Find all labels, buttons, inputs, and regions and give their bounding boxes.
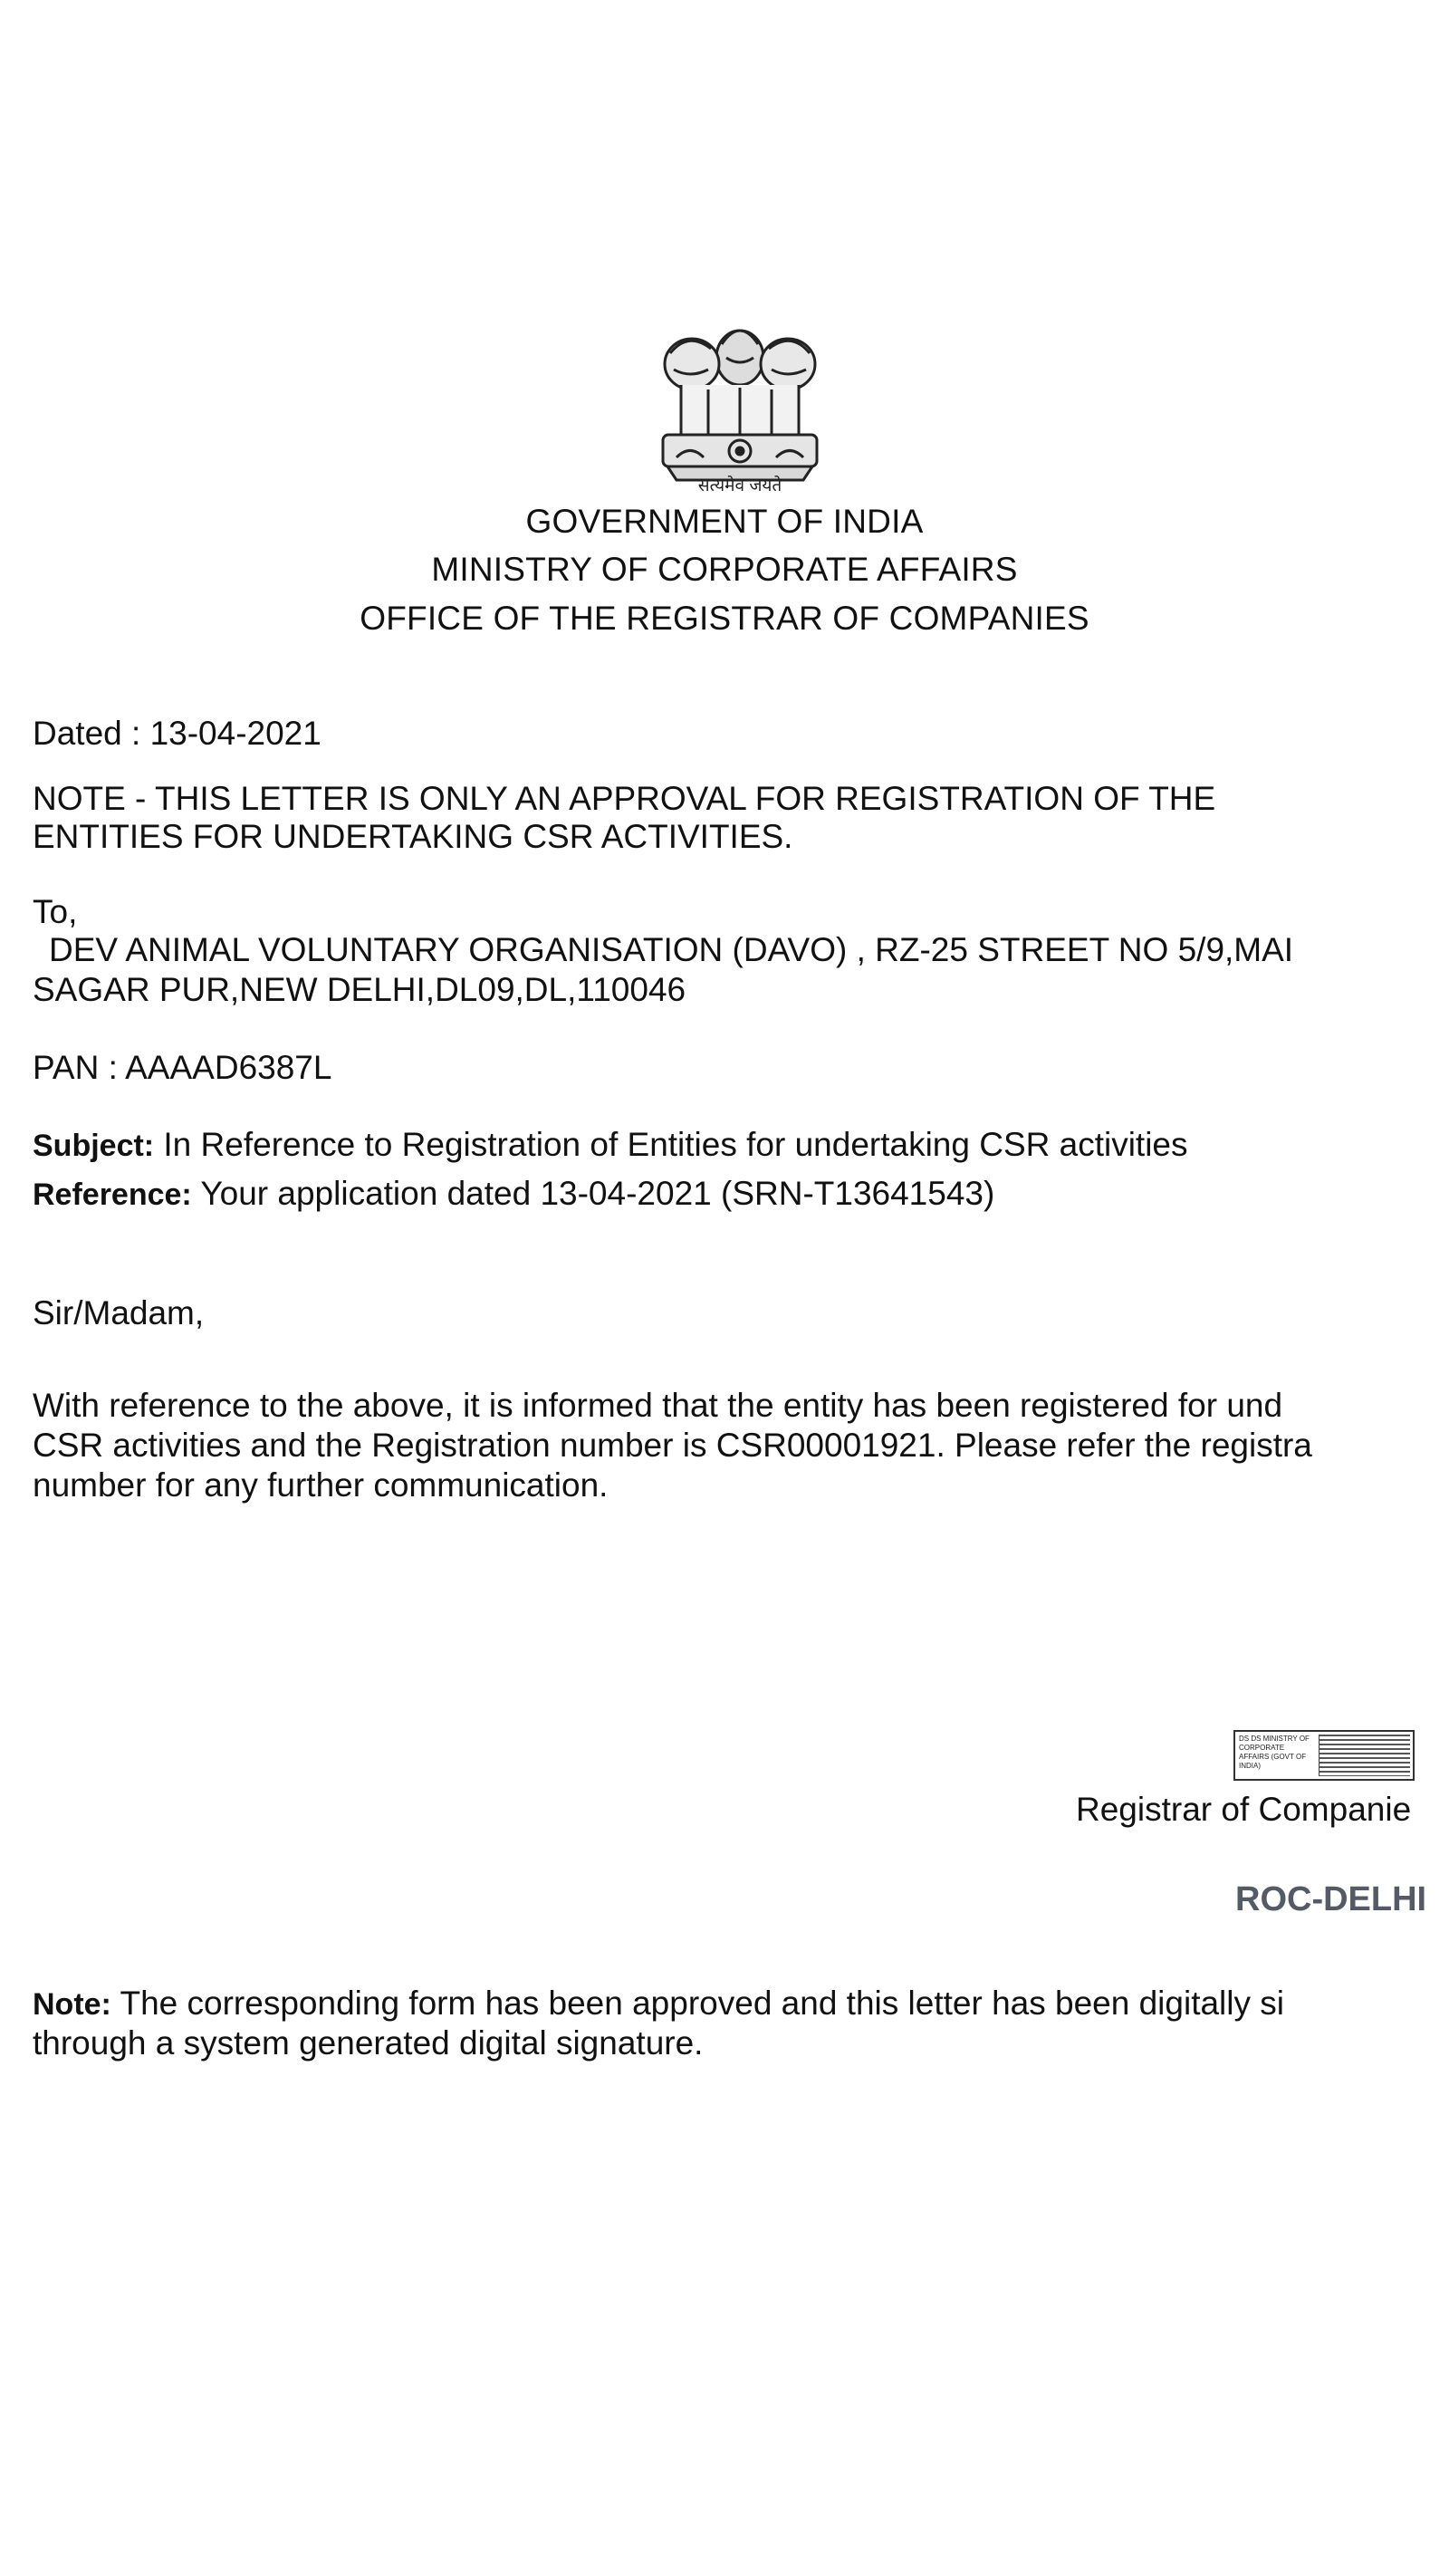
note-top-line1: NOTE - THIS LETTER IS ONLY AN APPROVAL FOR REGISTRATION OF THE bbox=[33, 780, 1216, 817]
subject-line bbox=[33, 1125, 1188, 1166]
subject-text: In Reference to Registration of Entities for undertaking CSR activities bbox=[154, 1126, 1188, 1163]
reference-label: Reference: bbox=[33, 1177, 192, 1212]
note-bottom-text: The corresponding form has been approved and this letter has been digitally si bbox=[110, 1985, 1284, 2022]
reference-text: Your application dated 13-04-2021 (SRN-T13641543) bbox=[191, 1175, 995, 1212]
address-line2: SAGAR PUR,NEW DELHI,DL09,DL,110046 bbox=[33, 971, 686, 1008]
note-bottom-line1 bbox=[33, 1984, 1284, 2024]
subject-label: Subject: bbox=[33, 1129, 155, 1163]
body-line2: CSR activities and the Registration number is CSR00001921. Please refer the registra bbox=[33, 1427, 1312, 1464]
note-top-line2: ENTITIES FOR UNDERTAKING CSR ACTIVITIES. bbox=[33, 818, 793, 855]
registrar-title: Registrar of Companie bbox=[1076, 1791, 1412, 1828]
dated-line: Dated : 13-04-2021 bbox=[33, 715, 321, 752]
address-line1: DEV ANIMAL VOLUNTARY ORGANISATION (DAVO) , RZ-25 STREET NO 5/9,MAI bbox=[49, 931, 1294, 968]
signature-stamp-text: DS DS MINISTRY OF CORPORATE AFFAIRS (GOVT OF INDIA) bbox=[1239, 1735, 1310, 1770]
digital-signature-stamp bbox=[1233, 1730, 1415, 1781]
header-ministry: MINISTRY OF CORPORATE AFFAIRS bbox=[431, 551, 1018, 588]
emblem-motto: सत्यमेव जयते bbox=[697, 476, 782, 495]
reference-line bbox=[33, 1174, 994, 1215]
pan-line: PAN : AAAAD6387L bbox=[33, 1049, 332, 1086]
salutation: Sir/Madam, bbox=[33, 1294, 205, 1331]
header-government: GOVERNMENT OF INDIA bbox=[525, 503, 924, 540]
body-line1: With reference to the above, it is informed that the entity has been registered for und bbox=[33, 1387, 1283, 1424]
signature-stamp-details bbox=[1319, 1735, 1410, 1776]
body-line3: number for any further communication. bbox=[33, 1466, 609, 1504]
roc-office: ROC-DELHI bbox=[1235, 1880, 1427, 1918]
to-label: To, bbox=[33, 893, 78, 930]
note-bottom-line2: through a system generated digital signature. bbox=[33, 2024, 704, 2062]
header-office: OFFICE OF THE REGISTRAR OF COMPANIES bbox=[360, 600, 1089, 637]
note-bottom-label: Note: bbox=[33, 1987, 111, 2022]
